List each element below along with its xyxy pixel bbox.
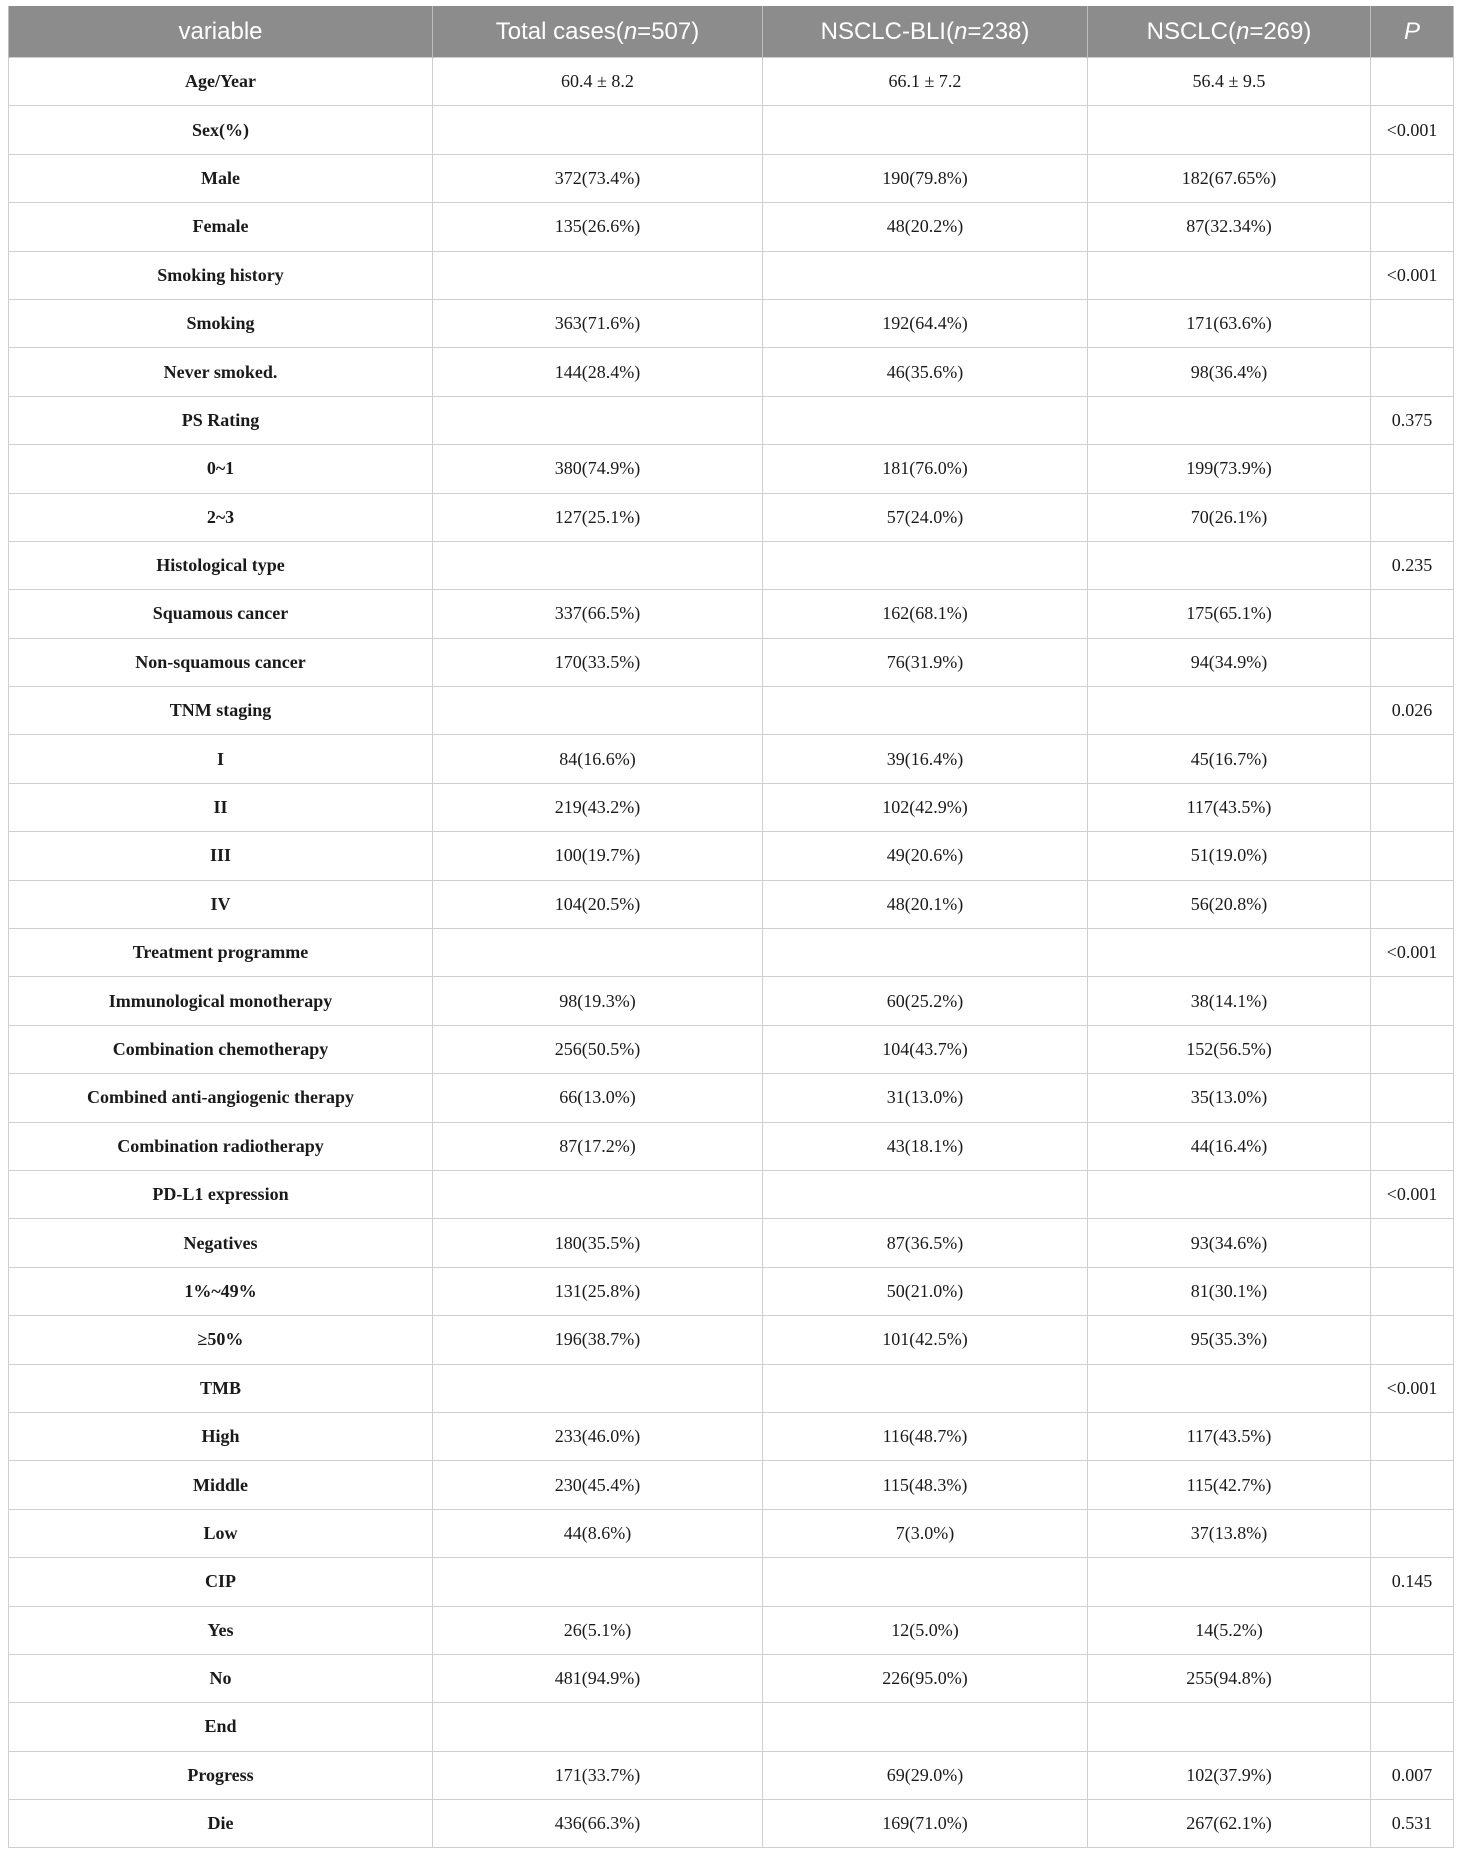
- cell-p-value: 0.531: [1371, 1800, 1454, 1848]
- cell-total-cases: 66(13.0%): [433, 1074, 763, 1122]
- cell-p-value: [1371, 783, 1454, 831]
- cell-variable: Non-squamous cancer: [9, 638, 433, 686]
- cell-nsclc: 14(5.2%): [1088, 1606, 1371, 1654]
- table-body: [9, 58, 1454, 1848]
- cell-total-cases: 230(45.4%): [433, 1461, 763, 1509]
- cell-nsclc: [1088, 541, 1371, 589]
- cell-p-value: <0.001: [1371, 929, 1454, 977]
- cell-p-value: [1371, 1461, 1454, 1509]
- cell-nsclc-bli: [763, 1703, 1088, 1751]
- cell-p-value: [1371, 590, 1454, 638]
- cell-total-cases: 436(66.3%): [433, 1800, 763, 1848]
- cell-nsclc-bli: 116(48.7%): [763, 1412, 1088, 1460]
- cell-variable: Squamous cancer: [9, 590, 433, 638]
- cell-p-value: [1371, 1316, 1454, 1364]
- cell-total-cases: 372(73.4%): [433, 154, 763, 202]
- table-row: [9, 1316, 1454, 1364]
- cell-nsclc-bli: 115(48.3%): [763, 1461, 1088, 1509]
- table-row: [9, 203, 1454, 251]
- cell-nsclc: 81(30.1%): [1088, 1267, 1371, 1315]
- cell-nsclc-bli: [763, 1364, 1088, 1412]
- cell-nsclc: [1088, 1703, 1371, 1751]
- table-row: [9, 1122, 1454, 1170]
- header-total-cases: [433, 6, 763, 58]
- cell-nsclc: 51(19.0%): [1088, 832, 1371, 880]
- cell-p-value: 0.145: [1371, 1558, 1454, 1606]
- cell-nsclc-bli: 192(64.4%): [763, 299, 1088, 347]
- cell-total-cases: 127(25.1%): [433, 493, 763, 541]
- table-header: [9, 6, 1454, 58]
- cell-p-value: [1371, 1654, 1454, 1702]
- cell-variable: Never smoked.: [9, 348, 433, 396]
- cell-nsclc: 98(36.4%): [1088, 348, 1371, 396]
- cell-total-cases: 171(33.7%): [433, 1751, 763, 1799]
- cell-p-value: [1371, 1025, 1454, 1073]
- table-row: [9, 1219, 1454, 1267]
- cell-total-cases: 87(17.2%): [433, 1122, 763, 1170]
- header-nsclc-suffix: =269): [1249, 17, 1312, 45]
- cell-p-value: [1371, 1074, 1454, 1122]
- cell-variable: 2~3: [9, 493, 433, 541]
- cell-variable: Low: [9, 1509, 433, 1557]
- cell-nsclc-bli: 31(13.0%): [763, 1074, 1088, 1122]
- table-row: [9, 106, 1454, 154]
- header-p-label: P: [1403, 17, 1420, 45]
- cell-nsclc: 56.4 ± 9.5: [1088, 58, 1371, 106]
- cell-nsclc: 255(94.8%): [1088, 1654, 1371, 1702]
- cell-nsclc: 87(32.34%): [1088, 203, 1371, 251]
- cell-nsclc: [1088, 251, 1371, 299]
- table-row: [9, 1800, 1454, 1848]
- cell-variable: 1%~49%: [9, 1267, 433, 1315]
- cell-total-cases: 481(94.9%): [433, 1654, 763, 1702]
- cell-variable: I: [9, 735, 433, 783]
- table-row: [9, 832, 1454, 880]
- cell-total-cases: 98(19.3%): [433, 977, 763, 1025]
- table-row: [9, 154, 1454, 202]
- cell-nsclc-bli: 76(31.9%): [763, 638, 1088, 686]
- cell-total-cases: 196(38.7%): [433, 1316, 763, 1364]
- cell-variable: Smoking history: [9, 251, 433, 299]
- cell-total-cases: [433, 251, 763, 299]
- cell-nsclc-bli: 12(5.0%): [763, 1606, 1088, 1654]
- cell-variable: Progress: [9, 1751, 433, 1799]
- cell-variable: Treatment programme: [9, 929, 433, 977]
- cell-p-value: [1371, 977, 1454, 1025]
- table-row: [9, 1267, 1454, 1315]
- cell-nsclc-bli: [763, 106, 1088, 154]
- cell-total-cases: 170(33.5%): [433, 638, 763, 686]
- cell-variable: Negatives: [9, 1219, 433, 1267]
- cell-nsclc-bli: [763, 1170, 1088, 1218]
- cell-nsclc: [1088, 929, 1371, 977]
- cell-nsclc-bli: [763, 396, 1088, 444]
- cell-p-value: <0.001: [1371, 106, 1454, 154]
- cell-nsclc-bli: 60(25.2%): [763, 977, 1088, 1025]
- cell-nsclc-bli: [763, 687, 1088, 735]
- header-p-value: [1371, 6, 1454, 58]
- cell-total-cases: [433, 687, 763, 735]
- cell-total-cases: 144(28.4%): [433, 348, 763, 396]
- cell-nsclc: 38(14.1%): [1088, 977, 1371, 1025]
- header-bli-n: n: [953, 17, 968, 45]
- cell-variable: End: [9, 1703, 433, 1751]
- cell-p-value: [1371, 1509, 1454, 1557]
- header-variable: variable: [9, 6, 433, 58]
- table-row: [9, 1025, 1454, 1073]
- cell-variable: Smoking: [9, 299, 433, 347]
- table-row: [9, 735, 1454, 783]
- cell-variable: TNM staging: [9, 687, 433, 735]
- cell-nsclc-bli: 101(42.5%): [763, 1316, 1088, 1364]
- cell-nsclc: 267(62.1%): [1088, 1800, 1371, 1848]
- table-row: [9, 1606, 1454, 1654]
- cell-variable: Middle: [9, 1461, 433, 1509]
- table-row: [9, 251, 1454, 299]
- cell-variable: Immunological monotherapy: [9, 977, 433, 1025]
- table-row: [9, 590, 1454, 638]
- cell-p-value: [1371, 638, 1454, 686]
- cell-nsclc-bli: 226(95.0%): [763, 1654, 1088, 1702]
- cell-p-value: [1371, 735, 1454, 783]
- cell-nsclc: [1088, 396, 1371, 444]
- cell-nsclc: 117(43.5%): [1088, 1412, 1371, 1460]
- cell-nsclc-bli: 57(24.0%): [763, 493, 1088, 541]
- cell-p-value: [1371, 445, 1454, 493]
- cell-nsclc-bli: 69(29.0%): [763, 1751, 1088, 1799]
- cell-variable: III: [9, 832, 433, 880]
- cell-p-value: [1371, 1606, 1454, 1654]
- table-row: [9, 493, 1454, 541]
- cell-p-value: 0.026: [1371, 687, 1454, 735]
- cell-nsclc-bli: 162(68.1%): [763, 590, 1088, 638]
- cell-p-value: 0.235: [1371, 541, 1454, 589]
- cell-p-value: [1371, 154, 1454, 202]
- cell-total-cases: 135(26.6%): [433, 203, 763, 251]
- table-row: [9, 299, 1454, 347]
- cell-variable: Yes: [9, 1606, 433, 1654]
- table-row: [9, 1654, 1454, 1702]
- cell-p-value: <0.001: [1371, 1364, 1454, 1412]
- cell-nsclc-bli: [763, 541, 1088, 589]
- cell-nsclc: 93(34.6%): [1088, 1219, 1371, 1267]
- table-row: [9, 1412, 1454, 1460]
- table-row: [9, 58, 1454, 106]
- cell-nsclc-bli: 66.1 ± 7.2: [763, 58, 1088, 106]
- cell-p-value: [1371, 1219, 1454, 1267]
- cell-total-cases: [433, 1364, 763, 1412]
- cell-nsclc-bli: 49(20.6%): [763, 832, 1088, 880]
- cell-total-cases: [433, 541, 763, 589]
- table-row: [9, 929, 1454, 977]
- cell-total-cases: 219(43.2%): [433, 783, 763, 831]
- cell-nsclc: [1088, 1558, 1371, 1606]
- cell-total-cases: 104(20.5%): [433, 880, 763, 928]
- header-nsclc-n: n: [1235, 17, 1250, 45]
- cell-nsclc-bli: 43(18.1%): [763, 1122, 1088, 1170]
- table-row: [9, 1170, 1454, 1218]
- cell-nsclc: [1088, 1170, 1371, 1218]
- table-row: [9, 1074, 1454, 1122]
- table-row: [9, 1509, 1454, 1557]
- table-row: [9, 445, 1454, 493]
- cell-nsclc: 115(42.7%): [1088, 1461, 1371, 1509]
- cell-nsclc-bli: 48(20.1%): [763, 880, 1088, 928]
- cell-nsclc-bli: [763, 1558, 1088, 1606]
- cell-nsclc-bli: 7(3.0%): [763, 1509, 1088, 1557]
- cell-nsclc: 182(67.65%): [1088, 154, 1371, 202]
- baseline-characteristics-table: [8, 6, 1454, 1848]
- cell-nsclc-bli: 190(79.8%): [763, 154, 1088, 202]
- cell-total-cases: 380(74.9%): [433, 445, 763, 493]
- header-bli-prefix: NSCLC-BLI(: [820, 17, 954, 45]
- cell-nsclc: 35(13.0%): [1088, 1074, 1371, 1122]
- cell-nsclc-bli: 46(35.6%): [763, 348, 1088, 396]
- cell-total-cases: 256(50.5%): [433, 1025, 763, 1073]
- cell-total-cases: 44(8.6%): [433, 1509, 763, 1557]
- cell-nsclc: 44(16.4%): [1088, 1122, 1371, 1170]
- cell-total-cases: [433, 1703, 763, 1751]
- cell-variable: Female: [9, 203, 433, 251]
- table-row: [9, 687, 1454, 735]
- cell-p-value: [1371, 832, 1454, 880]
- cell-nsclc-bli: 102(42.9%): [763, 783, 1088, 831]
- cell-total-cases: 100(19.7%): [433, 832, 763, 880]
- cell-nsclc: [1088, 1364, 1371, 1412]
- cell-p-value: [1371, 1412, 1454, 1460]
- cell-p-value: <0.001: [1371, 1170, 1454, 1218]
- cell-nsclc: 94(34.9%): [1088, 638, 1371, 686]
- cell-nsclc: 199(73.9%): [1088, 445, 1371, 493]
- cell-total-cases: 84(16.6%): [433, 735, 763, 783]
- cell-p-value: [1371, 348, 1454, 396]
- cell-nsclc: [1088, 687, 1371, 735]
- cell-nsclc-bli: 87(36.5%): [763, 1219, 1088, 1267]
- cell-p-value: [1371, 203, 1454, 251]
- cell-p-value: [1371, 880, 1454, 928]
- cell-total-cases: 180(35.5%): [433, 1219, 763, 1267]
- table-row: [9, 1364, 1454, 1412]
- cell-nsclc: 102(37.9%): [1088, 1751, 1371, 1799]
- cell-total-cases: 337(66.5%): [433, 590, 763, 638]
- cell-nsclc-bli: [763, 929, 1088, 977]
- cell-variable: Combination radiotherapy: [9, 1122, 433, 1170]
- table-row: [9, 396, 1454, 444]
- cell-variable: Combined anti-angiogenic therapy: [9, 1074, 433, 1122]
- table-row: [9, 1461, 1454, 1509]
- cell-variable: Die: [9, 1800, 433, 1848]
- table-row: [9, 1751, 1454, 1799]
- header-bli-suffix: =238): [967, 17, 1030, 45]
- cell-nsclc: 171(63.6%): [1088, 299, 1371, 347]
- cell-nsclc-bli: 39(16.4%): [763, 735, 1088, 783]
- cell-nsclc: 95(35.3%): [1088, 1316, 1371, 1364]
- cell-p-value: [1371, 1122, 1454, 1170]
- cell-total-cases: 60.4 ± 8.2: [433, 58, 763, 106]
- cell-total-cases: 26(5.1%): [433, 1606, 763, 1654]
- header-total-suffix: =507): [637, 17, 700, 45]
- cell-variable: Age/Year: [9, 58, 433, 106]
- cell-total-cases: [433, 396, 763, 444]
- cell-p-value: 0.375: [1371, 396, 1454, 444]
- cell-variable: 0~1: [9, 445, 433, 493]
- cell-total-cases: 363(71.6%): [433, 299, 763, 347]
- cell-nsclc-bli: [763, 251, 1088, 299]
- cell-nsclc: 152(56.5%): [1088, 1025, 1371, 1073]
- cell-p-value: [1371, 1267, 1454, 1315]
- table-row: [9, 783, 1454, 831]
- cell-variable: High: [9, 1412, 433, 1460]
- table-row: [9, 541, 1454, 589]
- cell-variable: PD-L1 expression: [9, 1170, 433, 1218]
- header-nsclc-bli: [763, 6, 1088, 58]
- cell-p-value: [1371, 1703, 1454, 1751]
- table-row: [9, 348, 1454, 396]
- cell-total-cases: 131(25.8%): [433, 1267, 763, 1315]
- cell-nsclc-bli: 104(43.7%): [763, 1025, 1088, 1073]
- cell-p-value: [1371, 58, 1454, 106]
- cell-nsclc: 56(20.8%): [1088, 880, 1371, 928]
- cell-nsclc: 70(26.1%): [1088, 493, 1371, 541]
- cell-nsclc-bli: 48(20.2%): [763, 203, 1088, 251]
- cell-nsclc-bli: 181(76.0%): [763, 445, 1088, 493]
- cell-nsclc: 117(43.5%): [1088, 783, 1371, 831]
- header-row: [9, 6, 1454, 58]
- table-row: [9, 638, 1454, 686]
- header-nsclc: [1088, 6, 1371, 58]
- header-total-prefix: Total cases(: [495, 17, 624, 45]
- cell-total-cases: [433, 1558, 763, 1606]
- cell-variable: PS Rating: [9, 396, 433, 444]
- cell-nsclc: 175(65.1%): [1088, 590, 1371, 638]
- cell-p-value: 0.007: [1371, 1751, 1454, 1799]
- cell-total-cases: [433, 1170, 763, 1218]
- cell-p-value: [1371, 493, 1454, 541]
- table-row: [9, 1558, 1454, 1606]
- cell-variable: IV: [9, 880, 433, 928]
- cell-p-value: [1371, 299, 1454, 347]
- cell-p-value: <0.001: [1371, 251, 1454, 299]
- cell-total-cases: [433, 929, 763, 977]
- cell-nsclc: [1088, 106, 1371, 154]
- cell-nsclc-bli: 169(71.0%): [763, 1800, 1088, 1848]
- cell-variable: Histological type: [9, 541, 433, 589]
- header-nsclc-prefix: NSCLC(: [1146, 17, 1236, 45]
- cell-nsclc: 45(16.7%): [1088, 735, 1371, 783]
- cell-total-cases: 233(46.0%): [433, 1412, 763, 1460]
- cell-variable: Combination chemotherapy: [9, 1025, 433, 1073]
- cell-nsclc: 37(13.8%): [1088, 1509, 1371, 1557]
- cell-variable: No: [9, 1654, 433, 1702]
- cell-variable: Male: [9, 154, 433, 202]
- header-total-n: n: [623, 17, 638, 45]
- cell-variable: ≥50%: [9, 1316, 433, 1364]
- cell-variable: Sex(%): [9, 106, 433, 154]
- data-table-container: [8, 6, 1453, 1848]
- cell-nsclc-bli: 50(21.0%): [763, 1267, 1088, 1315]
- table-row: [9, 977, 1454, 1025]
- cell-total-cases: [433, 106, 763, 154]
- cell-variable: II: [9, 783, 433, 831]
- table-row: [9, 880, 1454, 928]
- cell-variable: CIP: [9, 1558, 433, 1606]
- cell-variable: TMB: [9, 1364, 433, 1412]
- table-row: [9, 1703, 1454, 1751]
